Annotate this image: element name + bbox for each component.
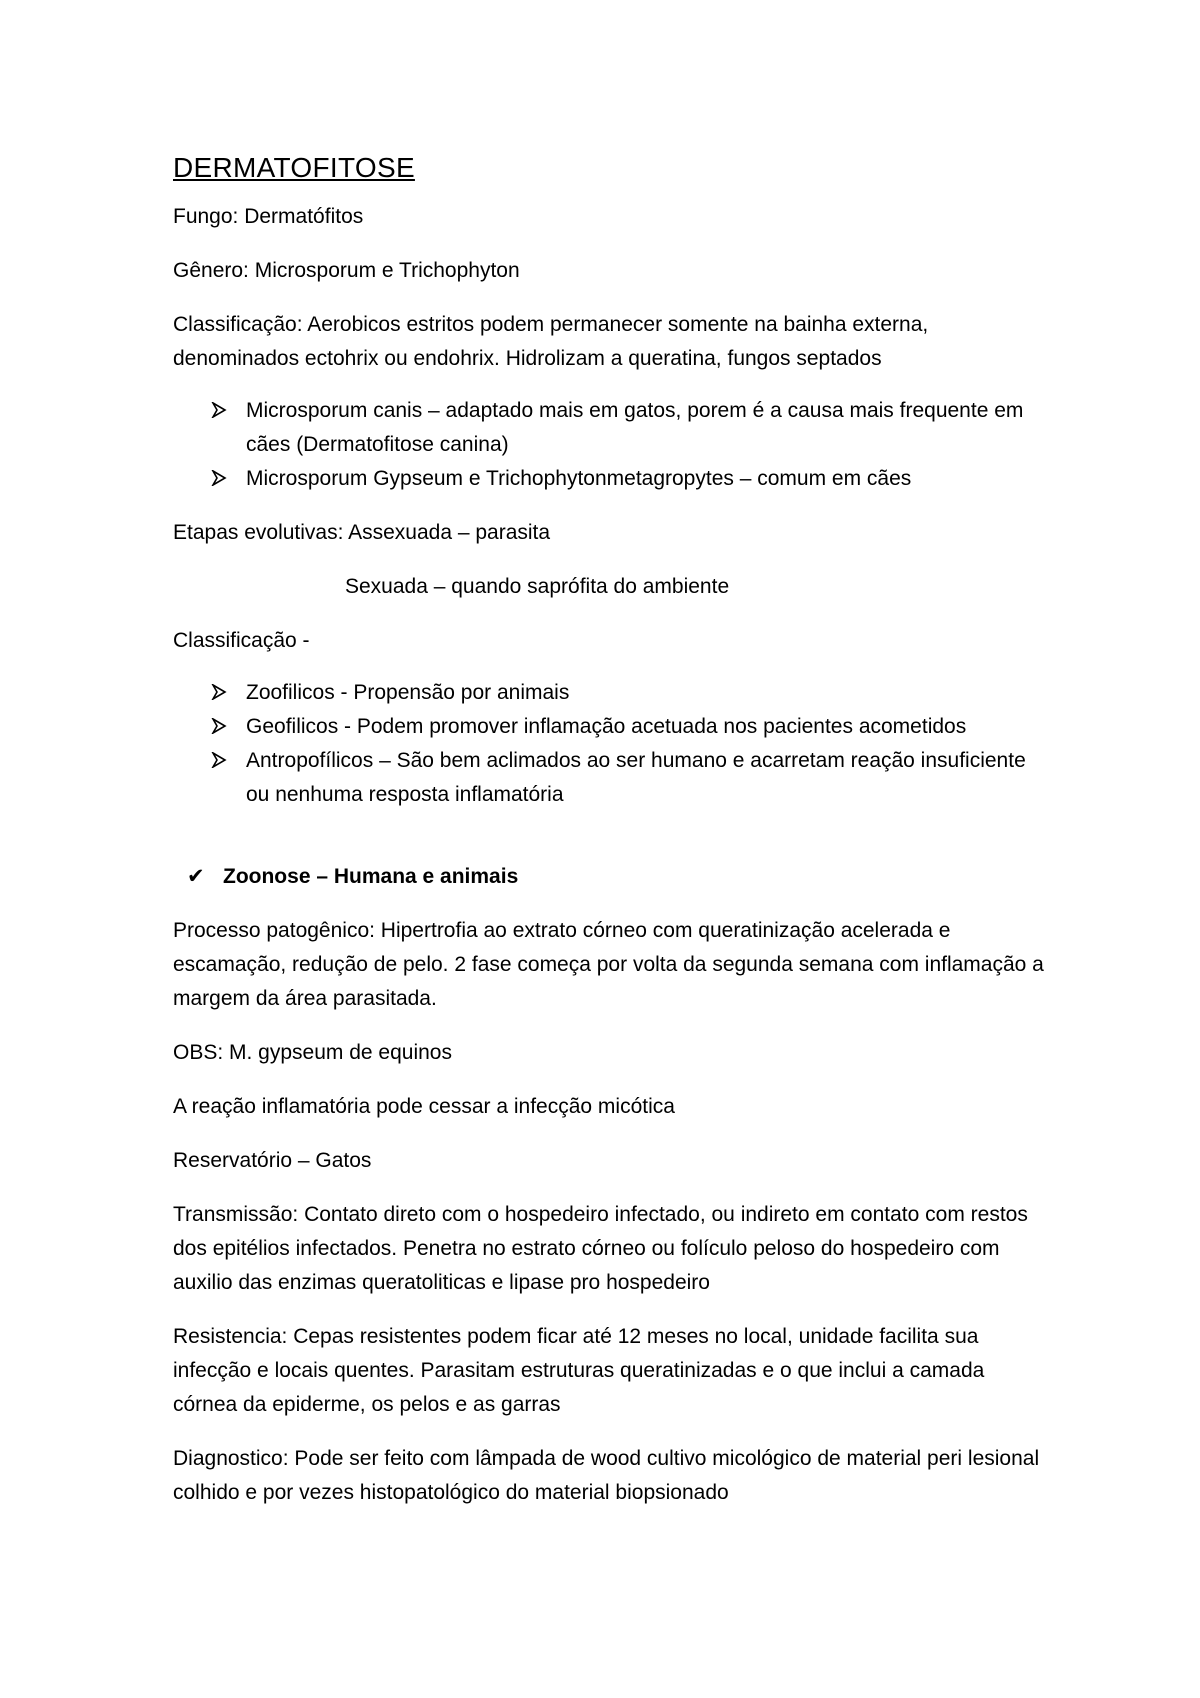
list-item: [173, 462, 1053, 496]
reacao-line: A reação inflamatória pode cessar a infecção micótica: [173, 1095, 675, 1118]
list-item: [173, 744, 1053, 812]
classification-list: [173, 676, 1053, 812]
arrowhead-bullet-icon: [209, 394, 229, 428]
list-item-text: Microsporum canis – adaptado mais em gatos, porem é a causa mais frequente em cães (Dermatofitose canina): [246, 399, 1024, 456]
resistencia-paragraph: Resistencia: Cepas resistentes podem ficar até 12 meses no local, unidade facilita sua infecção e locais quentes. Parasitam estruturas queratinizadas e o que inclui a camada córnea da epiderme, os pelos e as garras: [173, 1325, 985, 1416]
list-item-text: Antropofílicos – São bem aclimados ao ser humano e acarretam reação insuficiente ou nenhuma resposta inflamatória: [246, 749, 1026, 806]
list-item-text: Geofilicos - Podem promover inflamação acetuada nos pacientes acometidos: [246, 715, 967, 738]
list-item: [173, 394, 1053, 462]
list-item-text: Microsporum Gypseum e Trichophytonmetagropytes – comum em cães: [246, 467, 912, 490]
arrowhead-bullet-icon: [209, 744, 229, 778]
list-item-text: Zoofilicos - Propensão por animais: [246, 681, 570, 704]
reservatorio-line: Reservatório – Gatos: [173, 1149, 372, 1172]
genero-line: Gênero: Microsporum e Trichophyton: [173, 259, 520, 282]
species-list: [173, 394, 1053, 496]
page-title: DERMATOFITOSE: [173, 152, 415, 183]
arrowhead-bullet-icon: [209, 462, 229, 496]
arrowhead-bullet-icon: [209, 710, 229, 744]
fungo-line: Fungo: Dermatófitos: [173, 205, 364, 228]
zoonose-item: [173, 860, 1053, 894]
list-item: [173, 710, 1053, 744]
etapas-line: Etapas evolutivas: Assexuada – parasita: [173, 521, 551, 544]
checkmark-icon: ✔: [187, 865, 205, 888]
transmissao-paragraph: Transmissão: Contato direto com o hospedeiro infectado, ou indireto em contato com restos dos epitélios infectados. Penetra no estrato córneo ou folículo peloso do hospedeiro com auxilio das enzimas queratoliticas e lipase pro hospedeiro: [173, 1203, 1028, 1294]
classificacao-paragraph: Classificação: Aerobicos estritos podem permanecer somente na bainha externa, denominados ectohrix ou endohrix. Hidrolizam a queratina, fungos septados: [173, 313, 929, 370]
list-item: [173, 676, 1053, 710]
diagnostico-paragraph: Diagnostico: Pode ser feito com lâmpada de wood cultivo micológico de material peri lesional colhido e por vezes histopatológico do material biopsionado: [173, 1447, 1040, 1504]
etapas-sexuada-line: Sexuada – quando saprófita do ambiente: [345, 575, 730, 598]
document-body: [173, 150, 1053, 1530]
zoonose-text: Zoonose – Humana e animais: [223, 865, 519, 888]
processo-paragraph: Processo patogênico: Hipertrofia ao extrato córneo com queratinização acelerada e escamação, redução de pelo. 2 fase começa por volta da segunda semana com inflamação a margem da área parasitada.: [173, 919, 1044, 1010]
classificacao-heading: Classificação -: [173, 629, 310, 652]
arrowhead-bullet-icon: [209, 676, 229, 710]
obs-line: OBS: M. gypseum de equinos: [173, 1041, 452, 1064]
